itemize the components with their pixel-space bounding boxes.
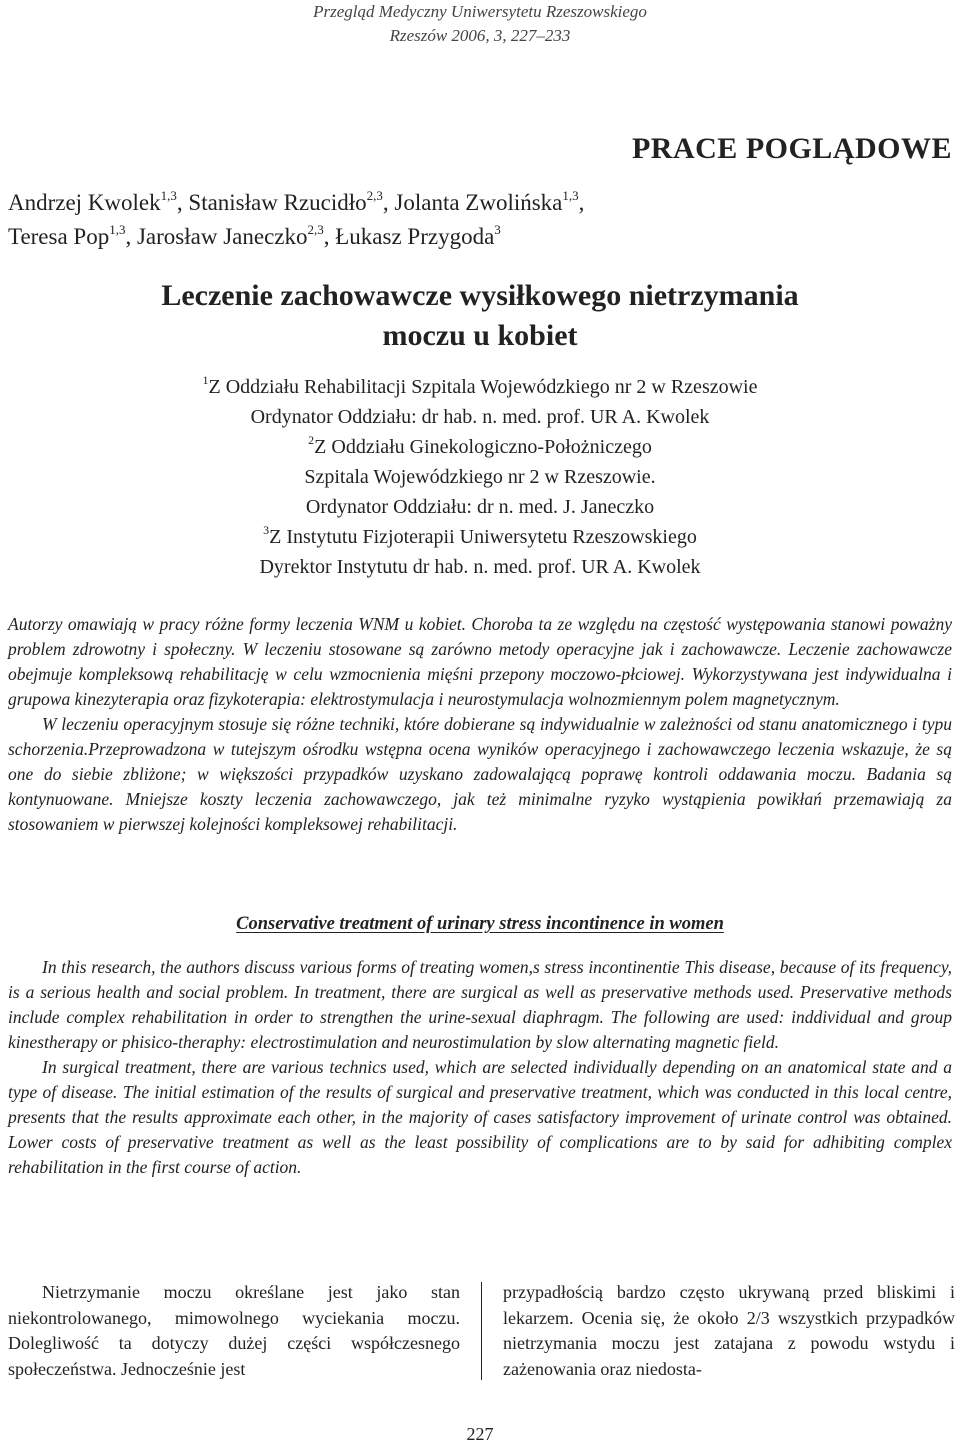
author-name: Stanisław Rzucidło xyxy=(188,190,367,215)
affiliation-line: $^1$Z Oddziału Rehabilitacji Szpitala Wojewódzkiego nr 2 w Rzeszowie xyxy=(202,373,758,398)
author-name: Jolanta Zwolińska xyxy=(394,190,563,215)
author-name: Jarosław Janeczko xyxy=(136,224,308,249)
affiliations xyxy=(0,372,960,582)
author-affiliation-mark: 3 xyxy=(494,222,501,237)
abstract-paragraph: In surgical treatment, there are various technics used, which are selected individually depending on an anatomical state and a type of disease. The initial estimation of the results of surgical and preservative treatment, which was conducted in this local centre, presents that the results approximate each other, in the majority of cases satisfactory improvement of urinate control was obtained. Lower costs of preservative treatment as well as the least possibility of complications are to by said for adhibiting complex rehabilitation in the first course of action. xyxy=(8,1057,952,1177)
abstract-paragraph: Autorzy omawiają w pracy różne formy leczenia WNM u kobiet. Choroba ta ze względu na częstość występowania stanowi poważny problem zdrowotny i społeczny. W leczeniu stosowane są zarówno metody operacyjne jak i zachowawcze. Leczenie zachowawcze obejmuje kompleksową rehabilitację w celu wzmocnienia mięśni przepony moczowo-płciowej. Wykorzystywana jest indywidualna i grupowa kinezyterapia oraz fizykoterapia: elektrostymulacja i neurostymulacja wolnozmiennym polem magnetycznym. xyxy=(8,614,952,709)
title-line-1: Leczenie zachowawcze wysiłkowego nietrzymania xyxy=(161,279,799,312)
page-number: 227 xyxy=(466,1424,494,1444)
author-affiliation-mark: 1,3 xyxy=(562,188,579,203)
affiliation-line: $^2$Z Oddziału Ginekologiczno-Położniczego xyxy=(308,433,652,458)
author-affiliation-mark: 1,3 xyxy=(160,188,177,203)
affiliation-line: Dyrektor Instytutu dr hab. n. med. prof. UR A. Kwolek xyxy=(259,556,701,578)
author-name: Teresa Pop xyxy=(8,224,110,249)
author-affiliation-mark: 2,3 xyxy=(307,222,324,237)
journal-header xyxy=(0,0,960,48)
abstract-paragraph: W leczeniu operacyjnym stosuje się różne techniki, które dobierane są indywidualnie w zależności od stanu anatomicznego i typu schorzenia.Przeprowadzona w tutejszym ośrodku wstępna ocena wyników operacyjnego i zachowawczego leczenia wskazuje, że są one do siebie zbliżone; w większości przypadków uzyskano zadowalającą poprawę kontroli oddawania moczu. Badania są kontynuowane. Mniejsze koszty leczenia zachowawczego, jak też minimalne ryzyko wystąpienia powikłań przemawiają za stosowaniem w pierwszej kolejności kompleksowej rehabilitacji. xyxy=(8,714,952,834)
author-affiliation-mark: 2,3 xyxy=(366,188,383,203)
body-column-left xyxy=(8,1280,460,1382)
author-name: Łukasz Przygoda xyxy=(335,224,495,249)
column-divider xyxy=(481,1282,482,1380)
section-label: PRACE POGLĄDOWE xyxy=(631,132,952,165)
author-name: Andrzej Kwolek xyxy=(8,190,161,215)
title-line-2: moczu u kobiet xyxy=(382,319,578,352)
body-column-right xyxy=(503,1280,955,1382)
journal-name: Przegląd Medyczny Uniwersytetu Rzeszowskiego xyxy=(313,2,647,21)
article-title xyxy=(0,276,960,356)
affiliation-line: Szpitala Wojewódzkiego nr 2 w Rzeszowie. xyxy=(304,466,656,488)
abstract-english xyxy=(8,955,952,1180)
body-paragraph: przypadłością bardzo często ukrywaną przed bliskimi i lekarzem. Ocenia się, że około 2/3 wszystkich przypadków nietrzymania moczu jest zatajana z powodu wstydu i zażenowania oraz niedosta- xyxy=(503,1282,955,1379)
body-paragraph: Nietrzymanie moczu określane jest jako stan niekontrolowanego, mimowolnego wyciekania moczu. Dolegliwość ta dotyczy dużej części współczesnego społeczeństwa. Jednocześnie jest xyxy=(8,1282,460,1379)
english-title: Conservative treatment of urinary stress incontinence in women xyxy=(236,914,724,934)
abstract-paragraph: In this research, the authors discuss various forms of treating women,s stress incontinentie This disease, because of its frequency, is a serious health and social problem. In treatment, there are surgical as well as preservative methods used. Preservative methods include complex rehabilitation in order to strengthen the urine-sexual diaphragm. The following are used: inddividual and group kinestherapy or phisico-theraphy: electrostimulation and neurostimulation by slow alternating magnetic field. xyxy=(8,957,952,1052)
affiliation-line: $^3$Z Instytutu Fizjoterapii Uniwersytetu Rzeszowskiego xyxy=(263,523,697,548)
affiliation-line: Ordynator Oddziału: dr hab. n. med. prof. UR A. Kwolek xyxy=(250,406,710,428)
author-line-2: Teresa Pop$^{1,3}$, Jarosław Janeczko$^{2,3}$, Łukasz Przygoda$^3$ xyxy=(8,222,501,249)
journal-issue: Rzeszów 2006, 3, 227–233 xyxy=(389,26,571,45)
abstract-polish xyxy=(8,612,952,837)
author-line-1: Andrzej Kwolek$^{1,3}$, Stanisław Rzucidło$^{2,3}$, Jolanta Zwolińska$^{1,3}$, xyxy=(8,188,585,215)
affiliation-line: Ordynator Oddziału: dr n. med. J. Janeczko xyxy=(305,496,655,518)
author-affiliation-mark: 1,3 xyxy=(109,222,126,237)
author-list xyxy=(8,186,584,254)
